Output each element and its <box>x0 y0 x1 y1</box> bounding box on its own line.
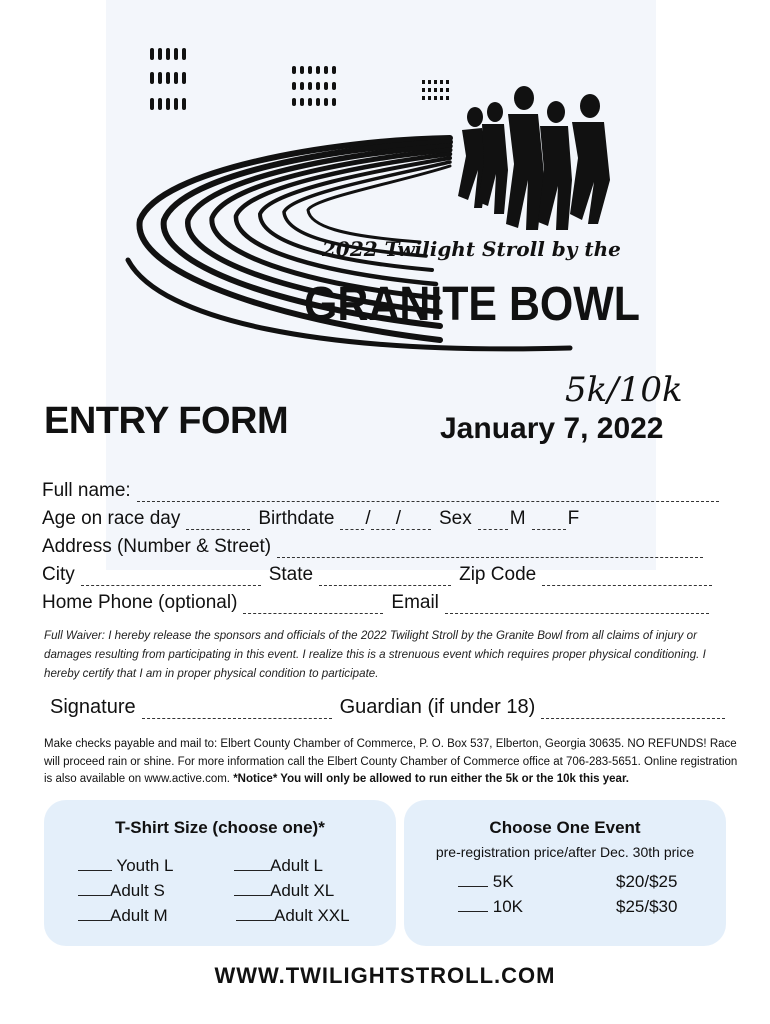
logo-year-line: 2022 Twilight Stroll by the <box>322 237 621 261</box>
birth-month-field[interactable] <box>340 513 364 530</box>
phone-field[interactable] <box>243 597 383 614</box>
size-label: Adult S <box>110 881 165 900</box>
size-option-adult-xxl[interactable] <box>236 906 350 926</box>
birthdate-label: Birthdate <box>258 508 335 529</box>
event-name: 5K <box>492 872 514 891</box>
zip-label: Zip Code <box>459 564 537 585</box>
race-date: January 7, 2022 <box>440 412 664 445</box>
size-option-adult-m[interactable] <box>78 906 168 926</box>
sex-f-label: F <box>567 508 580 529</box>
mail-instructions <box>44 736 744 789</box>
age-field[interactable] <box>186 513 250 530</box>
size-label: Youth L <box>116 856 174 875</box>
phone-row <box>42 590 717 614</box>
birth-day-field[interactable] <box>371 513 395 530</box>
tshirt-title: T-Shirt Size (choose one)* <box>115 818 325 837</box>
birthdate-separator: / <box>395 508 401 529</box>
size-option-adult-s[interactable] <box>78 881 165 901</box>
event-choice-box <box>404 800 726 946</box>
entry-form-title: ENTRY FORM <box>44 400 289 442</box>
size-label: Adult M <box>110 906 168 925</box>
size-label: Adult L <box>270 856 323 875</box>
birth-year-field[interactable] <box>401 513 431 530</box>
event-price-5k: $20/$25 <box>616 872 678 891</box>
guardian-field[interactable] <box>541 702 725 719</box>
email-field[interactable] <box>445 597 709 614</box>
phone-label: Home Phone (optional) <box>42 592 238 613</box>
sex-label: Sex <box>438 508 472 529</box>
address-row <box>42 534 711 558</box>
runners-silhouette <box>458 86 610 230</box>
tshirt-size-box <box>44 800 396 946</box>
website-link[interactable]: WWW.TWILIGHTSTROLL.COM <box>214 963 556 988</box>
stadium-lights <box>150 48 449 110</box>
sex-f-field[interactable] <box>532 513 566 530</box>
logo-name: GRANITE BOWL <box>304 278 640 331</box>
signature-field[interactable] <box>142 702 332 719</box>
notice-text: *Notice* You will only be allowed to run either the 5k or the 10k this year. <box>233 773 629 785</box>
sex-m-label: M <box>509 508 526 529</box>
signature-label: Signature <box>50 696 136 718</box>
sex-m-field[interactable] <box>478 513 508 530</box>
birthdate-separator: / <box>365 508 371 529</box>
event-option-10k[interactable] <box>458 897 523 917</box>
signature-row <box>50 696 733 719</box>
size-label: Adult XXL <box>274 906 350 925</box>
email-label: Email <box>391 592 439 613</box>
address-label: Address (Number & Street) <box>42 536 272 557</box>
mail-text: Make checks payable and mail to: Elbert County Chamber of Commerce, P. O. Box 537, Elberton, Georgia 30635. NO REFUNDS! Race will proceed rain or shine. For more information call the Elbert County Chamber of Commerce office at 706-283-5651. Online registration is also available on www.active.com. <box>44 738 738 785</box>
size-label: Adult XL <box>270 881 335 900</box>
event-title: Choose One Event <box>489 818 641 837</box>
full-name-row <box>42 478 727 502</box>
guardian-label: Guardian (if under 18) <box>339 696 536 718</box>
size-option-youth-l[interactable] <box>78 856 173 876</box>
event-name: 10K <box>492 897 523 916</box>
state-label: State <box>268 564 314 585</box>
city-field[interactable] <box>81 569 261 586</box>
event-price-10k: $25/$30 <box>616 897 678 916</box>
city-label: City <box>42 564 75 585</box>
full-name-field[interactable] <box>137 485 719 502</box>
age-row <box>42 506 579 530</box>
distance-label: 5k/10k <box>565 370 683 410</box>
state-field[interactable] <box>319 569 451 586</box>
size-option-adult-xl[interactable] <box>234 881 334 901</box>
race-logo <box>120 20 660 365</box>
size-option-adult-l[interactable] <box>234 856 323 876</box>
city-row <box>42 562 720 586</box>
full-name-label: Full name: <box>42 480 131 501</box>
waiver-text: Full Waiver: I hereby release the sponsors and officials of the 2022 Twilight Stroll by the Granite Bowl from all claims of injury or damages resulting from participating in this event. I realize this is a strenuous event which requires proper physical conditioning. I hereby certify that I am in proper physical condition to participate. <box>44 629 706 680</box>
address-field[interactable] <box>277 541 703 558</box>
event-price-subtitle: pre-registration price/after Dec. 30th price <box>435 844 695 860</box>
event-option-5k[interactable] <box>458 872 514 892</box>
zip-field[interactable] <box>542 569 712 586</box>
age-label: Age on race day <box>42 508 181 529</box>
